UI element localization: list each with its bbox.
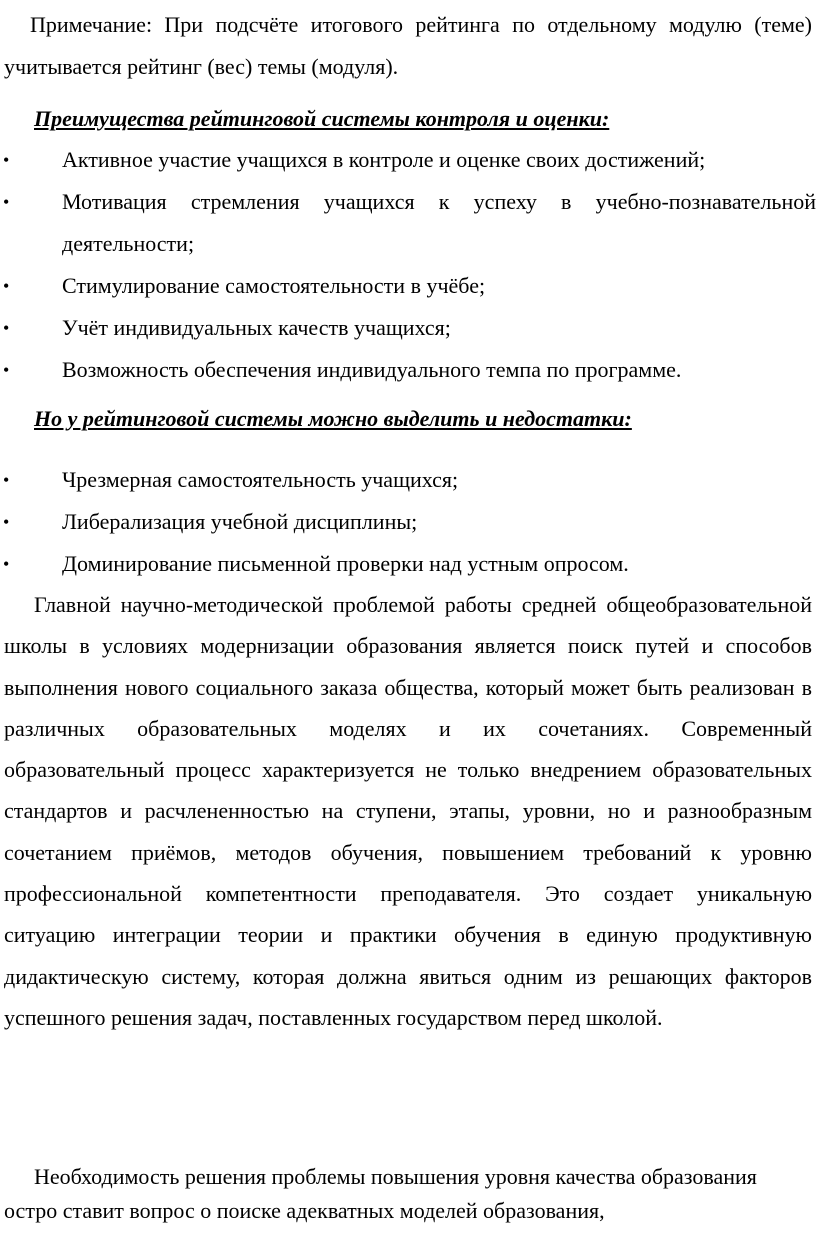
list-item-text: Возможность обеспечения индивидуального темпа по программе. xyxy=(62,357,682,382)
list-item-text: Либерализация учебной дисциплины; xyxy=(62,509,418,534)
list-item xyxy=(0,307,816,349)
advantages-list xyxy=(0,139,816,391)
list-item xyxy=(0,265,816,307)
body-paragraph: Необходимость решения проблемы повышения уровня качества образования остро ставит вопрос о поиске адекватных моделей образования, xyxy=(4,1164,757,1223)
list-item-text: Стимулирование самостоятельности в учёбе; xyxy=(62,273,486,298)
list-item xyxy=(0,349,816,391)
bullet-icon: • xyxy=(3,192,10,212)
list-item xyxy=(0,181,816,265)
bullet-icon: • xyxy=(3,276,10,296)
bullet-icon: • xyxy=(3,318,10,338)
bullet-icon: • xyxy=(3,470,10,490)
list-item xyxy=(0,543,816,585)
advantages-heading: Преимущества рейтинговой системы контроля и оценки: xyxy=(34,106,610,131)
body-paragraph: Главной научно-методической проблемой работы средней общеобразовательной школы в условиях модернизации образования является поиск путей и способов выполнения нового социального заказа общества, который может быть реализован в различных образовательных моделях и их сочетаниях. Современный образовательный процесс характеризуется не только внедрением образовательных стандартов и расчлененностью на ступени, этапы, уровни, но и разнообразным сочетанием приёмов, методов обучения, повышением требований к уровню профессиональной компетентности преподавателя. Это создает уникальную ситуацию интеграции теории и практики обучения в единую продуктивную дидактическую систему, которая должна явиться одним из решающих факторов успешного решения задач, поставленных государством перед школой. xyxy=(4,592,812,1030)
rating-note: Примечание: При подсчёте итогового рейтинга по отдельному модулю (теме) учитывается рейтинг (вес) темы (модуля). xyxy=(4,12,812,79)
list-item-text: Активное участие учащихся в контроле и оценке своих достижений; xyxy=(62,147,706,172)
bullet-icon: • xyxy=(3,150,10,170)
disadvantages-list xyxy=(0,459,816,585)
bullet-icon: • xyxy=(3,512,10,532)
list-item-text: Доминирование письменной проверки над устным опросом. xyxy=(62,551,629,576)
disadvantages-heading: Но у рейтинговой системы можно выделить и недостатки: xyxy=(34,406,632,431)
bullet-icon: • xyxy=(3,554,10,574)
list-item-text: Учёт индивидуальных качеств учащихся; xyxy=(62,315,451,340)
list-item xyxy=(0,459,816,501)
list-item-text: Чрезмерная самостоятельность учащихся; xyxy=(62,467,459,492)
list-item xyxy=(0,139,816,181)
list-item xyxy=(0,501,816,543)
list-item-text: Мотивация стремления учащихся к успеху в учебно-познавательной деятельности; xyxy=(62,189,816,256)
bullet-icon: • xyxy=(3,360,10,380)
